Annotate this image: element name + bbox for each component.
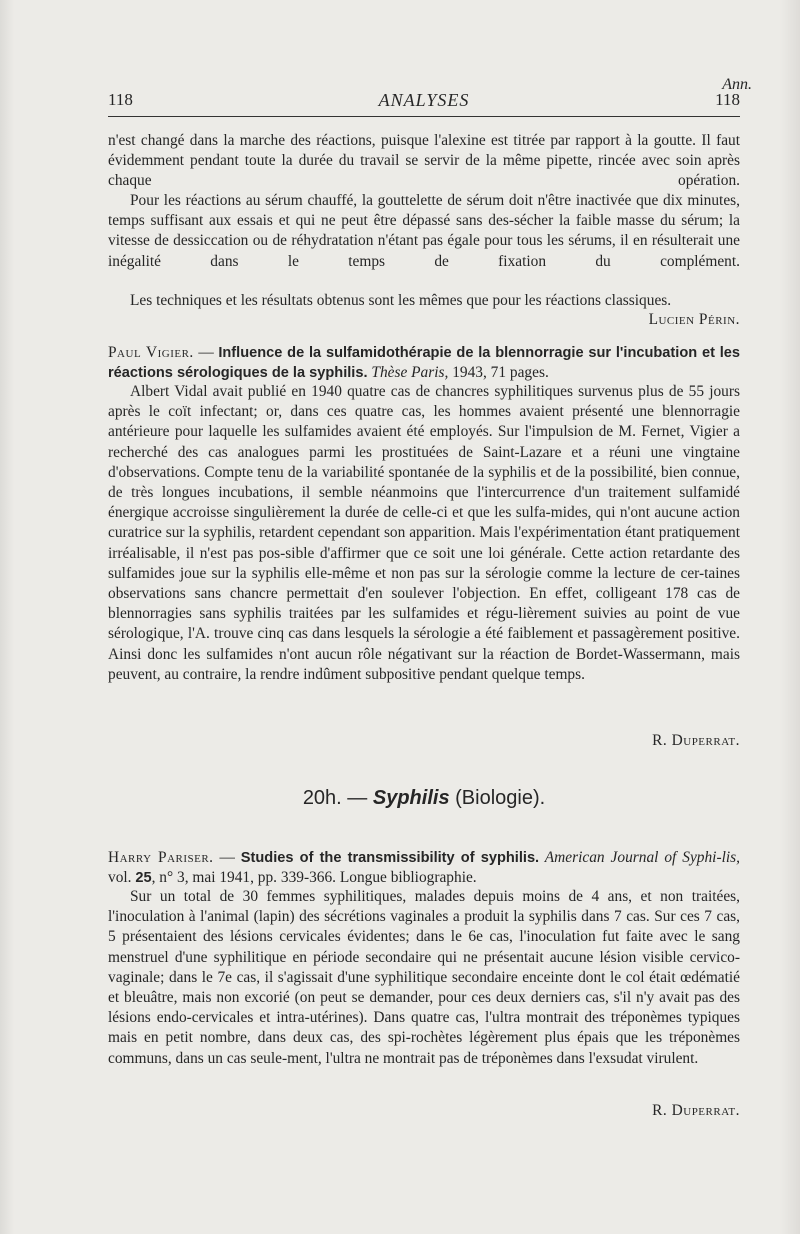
review-body-pariser: Sur un total de 30 femmes syphilitiques, malades depuis moins de 4 ans, et non traitées, l'inoculation à l'animal (lapin) des sécrétions vaginales a produit la syphilis dans 7 cas. Sur ces 7 cas, 5 présentaient des lésions cervicales évidentes; dans le 6e cas, l'inoculation fut faite avec le sang menstruel d'une syphilitique en période secondaire qui ne présentait aucune lésion visible cervico-vaginale; dans le 7e cas, il s'agissait d'une syphilitique secondaire enceinte dont le col était œdématié et bleuâtre, mais non excorié (on peut se demander, pour ces deux derniers cas, s'il n'y avait pas des lésions endo-cervicales et intra-utérines). Dans quatre cas, l'ultra montrait des tréponèmes typiques mais en petit nombre, dans deux cas, des spi-rochètes légèrement plus épais que les tréponèmes communs, dans un cas seule-ment, l'ultra ne montrait pas de tréponèmes dans l'exsudat virulent. bbox=[108, 888, 740, 1067]
margin-annotation: Ann. bbox=[722, 76, 752, 93]
page-number-right: 118 bbox=[715, 90, 740, 109]
journal-name: American Journal of Syphi-lis, bbox=[539, 849, 740, 866]
volume-number: 25 bbox=[135, 870, 152, 887]
signature-duperrat-2: R. Duperrat. bbox=[652, 1102, 740, 1119]
section-number: 20h. bbox=[302, 787, 342, 809]
source-name: Thèse Paris, bbox=[367, 364, 449, 382]
section-name: Syphilis bbox=[372, 787, 450, 809]
running-title: ANALYSES bbox=[378, 90, 470, 110]
header-rule bbox=[108, 116, 740, 117]
article-title: Studies of the transmissibility of syphilis. bbox=[240, 850, 540, 866]
review-body-vigier: Albert Vidal avait publié en 1940 quatre cas de chancres syphilitiques survenus plus de 55 jours après le coït infectant; or, dans ces quatre cas, les hommes avaient présenté une blennorragie antérieure pour laquelle les sulfamides avaient été employés. Sur l'impulsion de M. Fernet, Vigier a recherché des cas analogues parmi les prostituées de Saint-Lazare et a réuni une vingtaine d'observations. Compte tenu de la variabilité spontanée de la syphilis et de la possibilité, bien connue, de très longues incubations, il semble néanmoins que l'intercurrence d'un traitement sulfamidé énergique accroisse singulièrement la durée de celle-ci et que les sulfa-mides, qui n'ont aucune action curatrice sur la syphilis, retardent cependant son apparition. Mais l'expérimentation étant pratiquement irréalisable, il n'est pas pos-sible d'affirmer que ce soit une loi générale. Cette action retardante des sulfamides joue sur la syphilis elle-même et non pas sur la sérologie comme la lecture de cer-taines observations sans chancre permettait d'en soulever l'objection. En effet, colligeant 178 cas de blennorragies sans syphilis traitées par les sulfamides et régu-lièrement suivies au point de vue sérologique, l'A. trouve cinq cas dans lesquels la sérologie a été faiblement et passagèrement positive. Ainsi donc les sulfamides n'ont aucun rôle négativant sur la réaction de Bordet-Wassermann, mais peuvent, au contraire, la rendre indûment subpositive pendant quelque temps. bbox=[108, 383, 740, 683]
separator-dash: — bbox=[193, 344, 219, 361]
paragraph-heated-serum: Pour les réactions au sérum chauffé, la gouttelette de sérum doit n'être inactivée que dix minutes, temps suffisant aux essais et qui ne peut être dépassé sans des-sécher la faible masse du sérum; la vitesse de dessiccation ou de réhydratation n'étant pas égale pour tous les sérums, il en résulterait une inégalité dans le temps de fixation du complément. bbox=[108, 192, 740, 270]
article-title: Influence de la sulfamidothérapie de la blennorragie sur l'incubation et les réactions sérologiques de la syphilis. bbox=[108, 345, 741, 382]
signature-perin: Lucien Périn. bbox=[648, 311, 740, 328]
section-dash: — bbox=[341, 787, 373, 809]
paragraph-techniques: Les techniques et les résultats obtenus sont les mêmes que pour les réactions classiques. bbox=[130, 292, 672, 309]
page-number-left: 118 bbox=[108, 90, 133, 109]
volume-prefix: vol. bbox=[108, 869, 136, 887]
paragraph-continuation: n'est changé dans la marche des réactions, puisque l'alexine est titrée par rapport à la goutte. Il faut évidemment pendant toute la durée du travail se servir de la même pipette, rincée avec soin après chaque opération. bbox=[108, 132, 740, 190]
running-header bbox=[108, 90, 740, 114]
review-heading-pariser bbox=[108, 848, 740, 888]
section-subtitle: (Biologie). bbox=[449, 787, 546, 809]
section-heading bbox=[108, 787, 740, 810]
publication-details: , n° 3, mai 1941, pp. 339-366. Longue bibliographie. bbox=[151, 869, 477, 887]
source-details: 1943, 71 pages. bbox=[448, 364, 549, 382]
separator-dash: — bbox=[213, 849, 241, 866]
review-heading-vigier bbox=[108, 343, 740, 383]
author-name: Harry Pariser. bbox=[108, 849, 214, 866]
author-name: Paul Vigier. bbox=[108, 344, 194, 361]
signature-duperrat-1: R. Duperrat. bbox=[652, 732, 740, 749]
